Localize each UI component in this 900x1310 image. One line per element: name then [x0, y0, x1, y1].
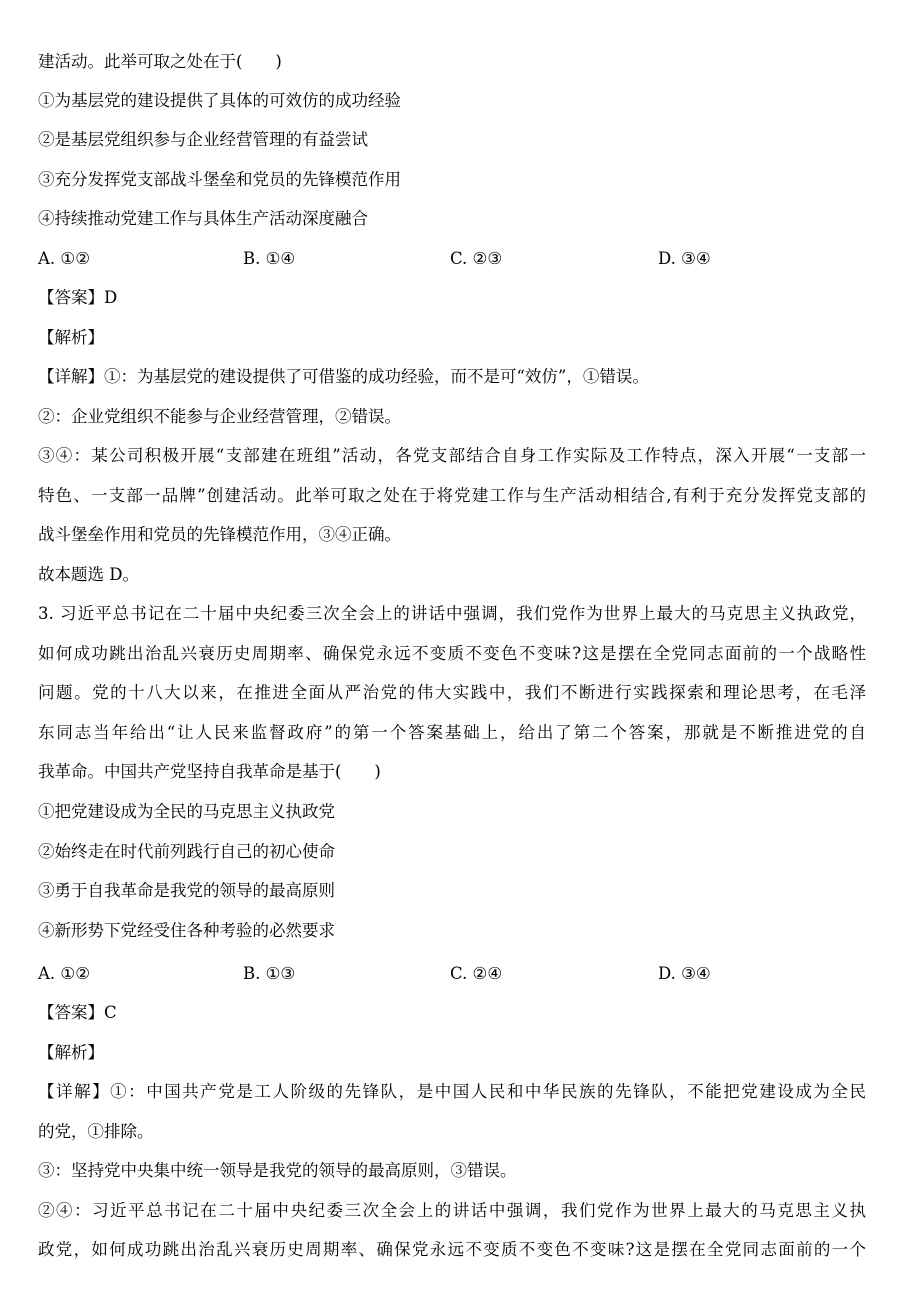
q2-answer: 【答案】D [38, 288, 118, 307]
q3-stem-1: 3. 习近平总书记在二十届中央纪委三次全会上的讲话中强调，我们党作为世界上最大的马克思主义执政党， [38, 604, 866, 623]
q2-options [38, 247, 878, 271]
q3-explanation-3: ③：坚持党中央集中统一领导是我党的领导的最高原则，③错误。 [38, 1161, 517, 1180]
q2-option-a: A. ①② [38, 249, 90, 268]
q2-explanation-5: 战斗堡垒作用和党员的先锋模范作用，③④正确。 [38, 525, 401, 544]
q2-explanation-2: ②：企业党组织不能参与企业经营管理，②错误。 [38, 407, 401, 426]
q3-statement-3: ③勇于自我革命是我党的领导的最高原则 [38, 881, 335, 900]
q2-conclusion: 故本题选 D。 [38, 565, 139, 584]
q3-statement-4: ④新形势下党经受住各种考验的必然要求 [38, 921, 335, 940]
q2-option-d: D. ③④ [658, 249, 711, 268]
q3-stem-3: 问题。党的十八大以来，在推进全面从严治党的伟大实践中，我们不断进行实践探索和理论思考，在毛泽 [38, 683, 866, 702]
q2-analysis-label: 【解析】 [38, 328, 104, 347]
q2-statement-2: ②是基层党组织参与企业经营管理的有益尝试 [38, 130, 368, 149]
q3-explanation-5: 政党，如何成功跳出治乱兴衰历史周期率、确保党永远不变质不变色不变味?这是摆在全党同志面前的一个 [38, 1240, 866, 1259]
q3-option-d: D. ③④ [658, 964, 711, 983]
q2-statement-3: ③充分发挥党支部战斗堡垒和党员的先锋模范作用 [38, 170, 401, 189]
q3-statement-2: ②始终走在时代前列践行自己的初心使命 [38, 842, 335, 861]
q3-stem-5: 我革命。中国共产党坚持自我革命是基于( ) [38, 762, 381, 781]
q3-statement-1: ①把党建设成为全民的马克思主义执政党 [38, 802, 335, 821]
q3-explanation-1: 【详解】①：中国共产党是工人阶级的先锋队，是中国人民和中华民族的先锋队，不能把党建设成为全民 [38, 1082, 866, 1101]
q2-statement-4: ④持续推动党建工作与具体生产活动深度融合 [38, 209, 368, 228]
q2-option-c: C. ②③ [450, 249, 503, 268]
q3-stem-2: 如何成功跳出治乱兴衰历史周期率、确保党永远不变质不变色不变味?这是摆在全党同志面前的一个战略性 [38, 644, 866, 663]
q2-explanation-4: 特色、一支部一品牌”创建活动。此举可取之处在于将党建工作与生产活动相结合,有利于充分发挥党支部的 [38, 486, 866, 505]
q2-stem-tail: 建活动。此举可取之处在于( ) [38, 52, 282, 71]
q3-options [38, 962, 878, 986]
q3-analysis-label: 【解析】 [38, 1043, 104, 1062]
q2-explanation-1: 【详解】①：为基层党的建设提供了可借鉴的成功经验，而不是可“效仿”，①错误。 [38, 367, 649, 386]
q3-option-c: C. ②④ [450, 964, 503, 983]
q2-statement-1: ①为基层党的建设提供了具体的可效仿的成功经验 [38, 91, 401, 110]
q2-option-b: B. ①④ [243, 249, 296, 268]
q3-answer: 【答案】C [38, 1003, 117, 1022]
q3-stem-4: 东同志当年给出“让人民来监督政府”的第一个答案基础上，给出了第二个答案，那就是不断推进党的自 [38, 723, 866, 742]
q2-explanation-3: ③④：某公司积极开展“支部建在班组”活动，各党支部结合自身工作实际及工作特点，深入开展“一支部一 [38, 446, 866, 465]
q3-explanation-2: 的党，①排除。 [38, 1122, 154, 1141]
q3-option-b: B. ①③ [243, 964, 296, 983]
q3-option-a: A. ①② [38, 964, 90, 983]
q3-explanation-4: ②④：习近平总书记在二十届中央纪委三次全会上的讲话中强调，我们党作为世界上最大的马克思主义执 [38, 1201, 866, 1220]
